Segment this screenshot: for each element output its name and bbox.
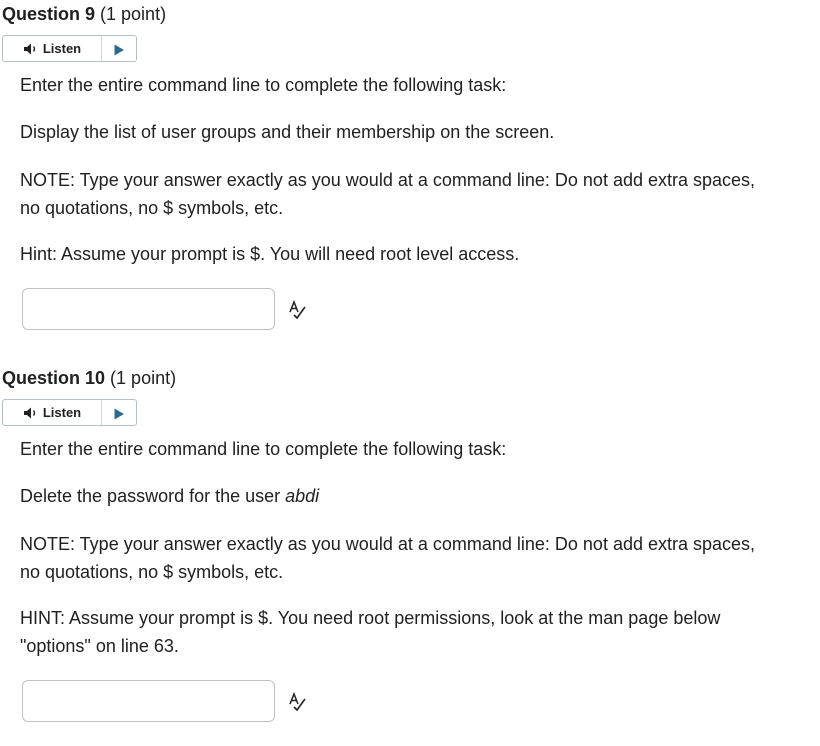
speaker-icon [23,406,39,420]
play-button[interactable] [102,36,136,61]
question-points: (1 point) [110,368,177,388]
answer-input-q9[interactable] [22,288,275,330]
question-text: Enter the entire command line to complete the following task: [20,439,507,459]
question-note: NOTE: Type your answer exactly as you would at a command line: Do not add extra spaces, no quotations, no $ symbols, etc. [20,170,756,218]
question-text: Enter the entire command line to complete the following task: [20,75,507,95]
spellcheck-icon[interactable] [287,300,309,320]
question-heading [2,367,176,389]
listen-button[interactable] [3,400,102,425]
answer-input-q10[interactable] [22,680,275,722]
listen-label: Listen [42,41,82,56]
play-button[interactable] [102,400,136,425]
play-icon [113,43,125,55]
question-hint: Hint: Assume your prompt is $. You will need root level access. [20,244,520,264]
listen-label: Listen [42,405,82,420]
question-heading [2,3,166,25]
question-title: Question 10 [2,368,106,388]
question-text [20,482,780,510]
speaker-icon [23,42,39,56]
listen-control [2,35,137,62]
play-icon [113,407,125,419]
spellcheck-icon[interactable] [287,692,309,712]
question-note: NOTE: Type your answer exactly as you would at a command line: Do not add extra spaces, no quotations, no $ symbols, etc. [20,534,756,582]
listen-control [2,399,137,426]
username: abdi [285,486,320,506]
question-text-prefix: Delete the password for the user [20,486,286,506]
question-points: (1 point) [100,4,167,24]
question-title: Question 9 [2,4,96,24]
question-text: Display the list of user groups and their membership on the screen. [20,122,555,142]
question-hint: HINT: Assume your prompt is $. You need root permissions, look at the man page below "options" on line 63. [20,608,721,656]
listen-button[interactable] [3,36,102,61]
